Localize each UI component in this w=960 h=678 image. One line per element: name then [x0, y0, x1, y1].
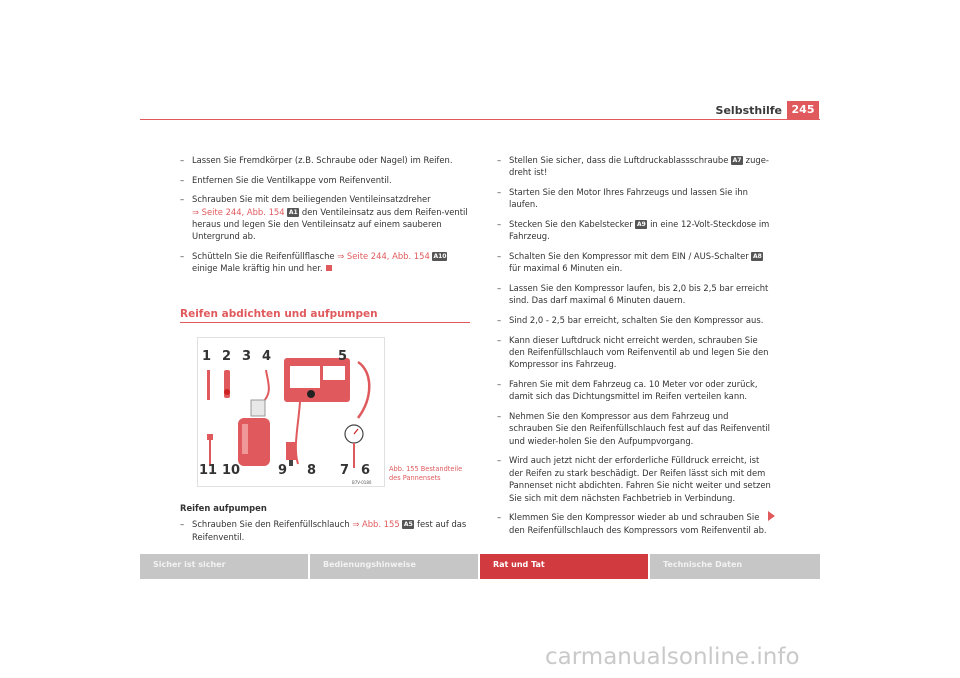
tab-rat-und-tat[interactable]: Rat und Tat [480, 554, 648, 579]
figure-label: 7 [340, 463, 350, 478]
figure-label: 6 [361, 463, 371, 478]
header-rule [140, 119, 820, 120]
figure-caption: Abb. 155 Bestandteile des Pannensets [389, 465, 463, 482]
left-instructions [180, 154, 470, 282]
callout-tag: A5 [403, 521, 413, 529]
inflate-section [180, 502, 470, 550]
callout-tag: A1 [288, 208, 298, 216]
callout-tag: A10 [433, 253, 447, 260]
figure-label: 8 [307, 463, 317, 478]
callout-tag: A8 [752, 253, 762, 260]
pannenset-illustration [198, 338, 384, 486]
page-number: 245 [787, 101, 819, 119]
list-item: – Stellen Sie sicher, dass die Luftdruckablassschraube A7 zuge-dreht ist! [497, 155, 769, 178]
next-page-arrow-icon[interactable] [768, 511, 775, 521]
cross-reference-link[interactable]: ⇒ Abb. 155 [352, 519, 400, 530]
list-item: – Lassen Sie den Kompressor laufen, bis 2,0 bis 2,5 bar erreicht sind. Das darf maximal 6 Minuten dauern. [497, 283, 769, 306]
list-item: – Fahren Sie mit dem Fahrzeug ca. 10 Meter vor oder zurück, damit sich das Dichtungsmittel im Reifen verteilen kann. [497, 379, 758, 402]
section-title: Reifen abdichten und aufpumpen [180, 308, 378, 320]
compressor [284, 358, 350, 402]
list-item: – Kann dieser Luftdruck nicht erreicht werden, schrauben Sie den Reifenfüllschlauch vom Reifenventil ab und legen Sie den Kompressor ins Fahrzeug. [497, 334, 769, 370]
list-item: – Wird auch jetzt nicht der erforderliche Fülldruck erreicht, ist der Reifen zu stark beschädigt. Der Reifen lässt sich mit dem Pannenset nicht abdichten. Fahren Sie nicht weiter und setzen Sie sich mit dem nächsten Fachbetrieb in Verbindung. [497, 455, 771, 503]
figure-label: 1 [202, 349, 212, 364]
tab-sicher-ist-sicher[interactable]: Sicher ist sicher [140, 554, 308, 579]
list-item: – Klemmen Sie den Kompressor wieder ab und schrauben Sie den Reifenfüllschlauch des Kompressors vom Reifenventil ab. [497, 512, 767, 535]
callout-tag: A9 [637, 221, 646, 228]
figure-code: B7V-0180 [352, 480, 372, 485]
section-rule [180, 322, 470, 323]
cross-reference-link[interactable]: ⇒ Seite 244, Abb. 154 [337, 251, 430, 261]
callout-tag: A7 [732, 157, 742, 164]
figure-label: 3 [242, 349, 252, 364]
figure-label: 2 [222, 349, 232, 364]
tab-technische-daten[interactable]: Technische Daten [650, 554, 820, 579]
right-instructions [497, 154, 771, 543]
list-item: – Stecken Sie den Kabelstecker A9 in eine 12-Volt-Steckdose im Fahrzeug. [497, 219, 770, 242]
list-item: – Schütteln Sie die Reifenfüllflasche ⇒ Seite 244, Abb. 154 A10 einige Male kräftig hin und her. [180, 251, 447, 274]
watermark: carmanualsonline.info [545, 644, 800, 670]
list-item: – Schrauben Sie mit dem beiliegenden Ventileinsatzdreher ⇒ Seite 244, Abb. 154 A1 den Ventileinsatz aus dem Reifen-ventil heraus und legen Sie den Ventileinsatz auf einem sauberen Untergrund ab. [180, 194, 468, 242]
list-item: – Lassen Sie Fremdkörper (z.B. Schraube oder Nagel) im Reifen. [180, 155, 453, 165]
cross-reference-link[interactable]: ⇒ Seite 244, Abb. 154 [192, 206, 285, 217]
list-item: – Schalten Sie den Kompressor mit dem EIN / AUS-Schalter A8 für maximal 6 Minuten ein. [497, 251, 762, 274]
list-item: – Schrauben Sie den Reifenfüllschlauch ⇒ Abb. 155 A5 fest auf das Reifenventil. [180, 519, 467, 542]
figure-label: 4 [262, 349, 272, 364]
subheading: Reifen aufpumpen [180, 503, 267, 513]
list-item: – Sind 2,0 - 2,5 bar erreicht, schalten Sie den Kompressor aus. [497, 315, 764, 325]
figure-label: 10 [222, 463, 241, 478]
figure-pannenset [197, 337, 385, 487]
figure-label: 5 [338, 349, 348, 364]
end-mark-icon [326, 265, 332, 271]
list-item: – Nehmen Sie den Kompressor aus dem Fahrzeug und schrauben Sie den Reifenfüllschlauch fest auf das Reifenventil und wieder-holen Sie den Aufpumpvorgang. [497, 411, 770, 446]
figure-label: 9 [278, 463, 288, 478]
list-item: – Starten Sie den Motor Ihres Fahrzeugs und lassen Sie ihn laufen. [497, 187, 748, 210]
tab-bedienungshinweise[interactable]: Bedienungshinweise [310, 554, 478, 579]
page-header-title: Selbsthilfe [715, 104, 782, 117]
list-item: – Entfernen Sie die Ventilkappe vom Reifenventil. [180, 174, 392, 185]
figure-label: 11 [199, 463, 218, 478]
